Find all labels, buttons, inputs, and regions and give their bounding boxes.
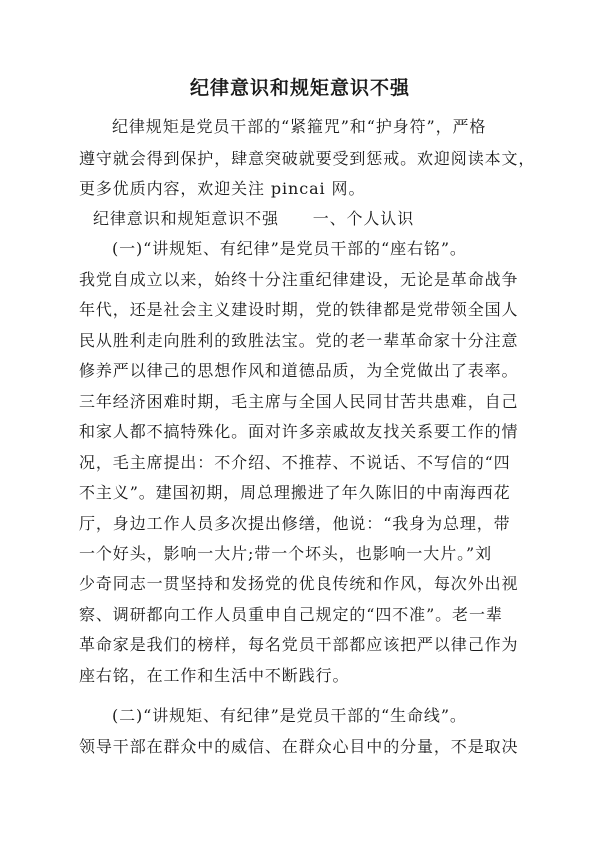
- paragraph-line: 厅，身边工作人员多次提出修缮，他说：“我身为总理，带: [79, 514, 511, 533]
- paragraph-line: 三年经济困难时期，毛主席与全国人民同甘苦共患难，自己: [79, 392, 519, 411]
- paragraph-line: 领导干部在群众中的威信、在群众心目中的分量，不是取决: [79, 737, 519, 756]
- paragraph-line: 和家人都不搞特殊化。面对许多亲戚故友找关系要工作的情: [79, 422, 519, 441]
- paragraph-line: 修养严以律己的思想作风和道德品质，为全党做出了表率。: [79, 361, 519, 380]
- paragraph-line: 年代，还是社会主义建设时期，党的铁律都是党带领全国人: [79, 300, 519, 319]
- paragraph-line: 少奇同志一贯坚持和发扬党的优良传统和作风，每次外出视: [79, 574, 519, 593]
- paragraph-line: 察、调研都向工作人员重申自己规定的“四不准”。老一辈: [79, 605, 503, 624]
- paragraph-line: 况，毛主席提出：不介绍、不推荐、不说话、不写信的“四: [79, 453, 511, 472]
- paragraph-line: 民从胜利走向胜利的致胜法宝。党的老一辈革命家十分注意: [79, 331, 519, 350]
- paragraph-line: (二)“讲规矩、有纪律”是党员干部的“生命线”。: [112, 706, 467, 725]
- paragraph-line: 座右铭，在工作和生活中不断践行。: [79, 666, 350, 685]
- paragraph-line: (一)“讲规矩、有纪律”是党员干部的“座右铭”。: [112, 239, 467, 258]
- section-heading-line: 纪律意识和规矩意识不强 一、个人认识: [93, 209, 415, 228]
- paragraph-line: 纪律规矩是党员干部的“紧箍咒”和“护身符”，严格: [112, 117, 487, 136]
- paragraph-line: 革命家是我们的榜样，每名党员干部都应该把严以律己作为: [79, 635, 519, 654]
- paragraph-line: 更多优质内容，欢迎关注 pincai 网。: [79, 179, 366, 198]
- paragraph-line: 我党自成立以来，始终十分注重纪律建设，无论是革命战争: [79, 270, 519, 289]
- paragraph-line: 一个好头，影响一大片;带一个坏头，也影响一大片。”刘: [79, 544, 492, 563]
- paragraph-line: 不主义”。建国初期，周总理搬进了年久陈旧的中南海西花: [79, 483, 511, 502]
- paragraph-line: 遵守就会得到保护，肆意突破就要受到惩戒。欢迎阅读本文，: [79, 149, 536, 168]
- document-title: 纪律意识和规矩意识不强: [189, 77, 410, 99]
